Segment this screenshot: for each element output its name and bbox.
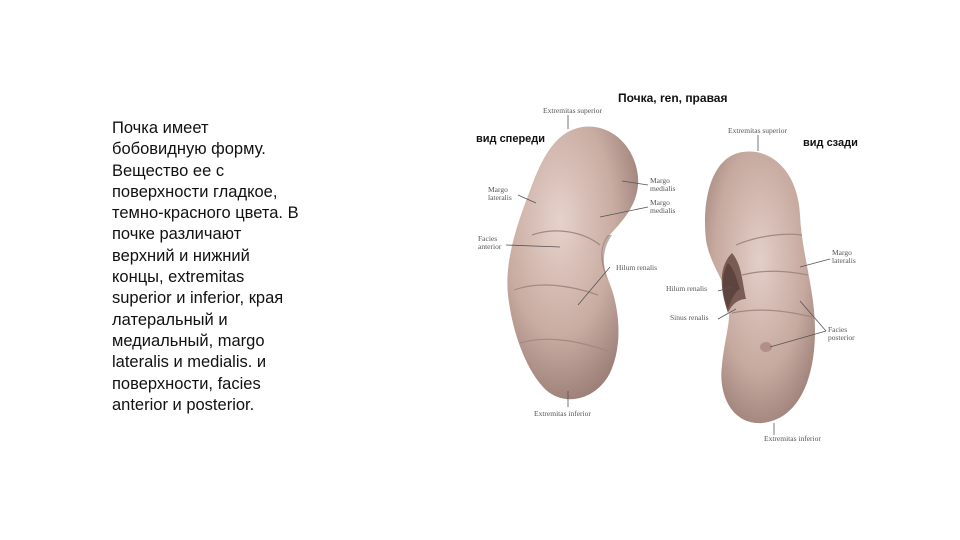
- description-text: [112, 118, 327, 416]
- label-facies-anterior: Facies anterior: [478, 234, 502, 252]
- label-margo-medialis-front-2: Margo medialis: [650, 198, 676, 216]
- kidney-back: [705, 152, 815, 424]
- view-back-label: вид сзади: [803, 137, 858, 149]
- label-hilum-renalis-back: Hilum renalis: [666, 284, 708, 293]
- text-line: lateralis и medialis. и: [112, 353, 267, 372]
- label-margo-lateralis-back: Margo lateralis: [832, 248, 856, 266]
- kidney-figure: [470, 85, 870, 455]
- label-margo-lateralis-front: Margo lateralis: [488, 185, 512, 203]
- label-extremitas-inferior-back: Extremitas inferior: [764, 434, 821, 443]
- text-line: концы, extremitas: [112, 268, 245, 287]
- label-margo-medialis-front: Margo medialis: [650, 176, 676, 194]
- label-extremitas-superior-front: Extremitas superior: [543, 106, 602, 115]
- text-line: Почка имеет: [112, 119, 209, 137]
- label-extremitas-inferior-front: Extremitas inferior: [534, 409, 591, 418]
- text-line: темно-красного цвета. В: [112, 204, 299, 223]
- text-line: латеральный и: [112, 310, 228, 329]
- label-sinus-renalis: Sinus renalis: [670, 313, 709, 322]
- text-line: медиальный, margo: [112, 331, 265, 350]
- view-front-label: вид спереди: [476, 133, 546, 145]
- text-line: superior и inferior, края: [112, 289, 284, 308]
- text-line: поверхности, facies: [112, 374, 261, 393]
- text-line: почке различают: [112, 225, 242, 244]
- label-facies-posterior: Facies posterior: [828, 325, 855, 343]
- text-line: поверхности гладкое,: [112, 182, 278, 201]
- label-hilum-renalis-front: Hilum renalis: [616, 263, 658, 272]
- text-line: бобовидную форму.: [112, 140, 266, 159]
- text-line: anterior и posterior.: [112, 395, 255, 414]
- label-extremitas-superior-back: Extremitas superior: [728, 126, 787, 135]
- text-line: верхний и нижний: [112, 246, 250, 265]
- text-line: Вещество ее с: [112, 161, 225, 180]
- figure-title: Почка, ren, правая: [618, 91, 728, 105]
